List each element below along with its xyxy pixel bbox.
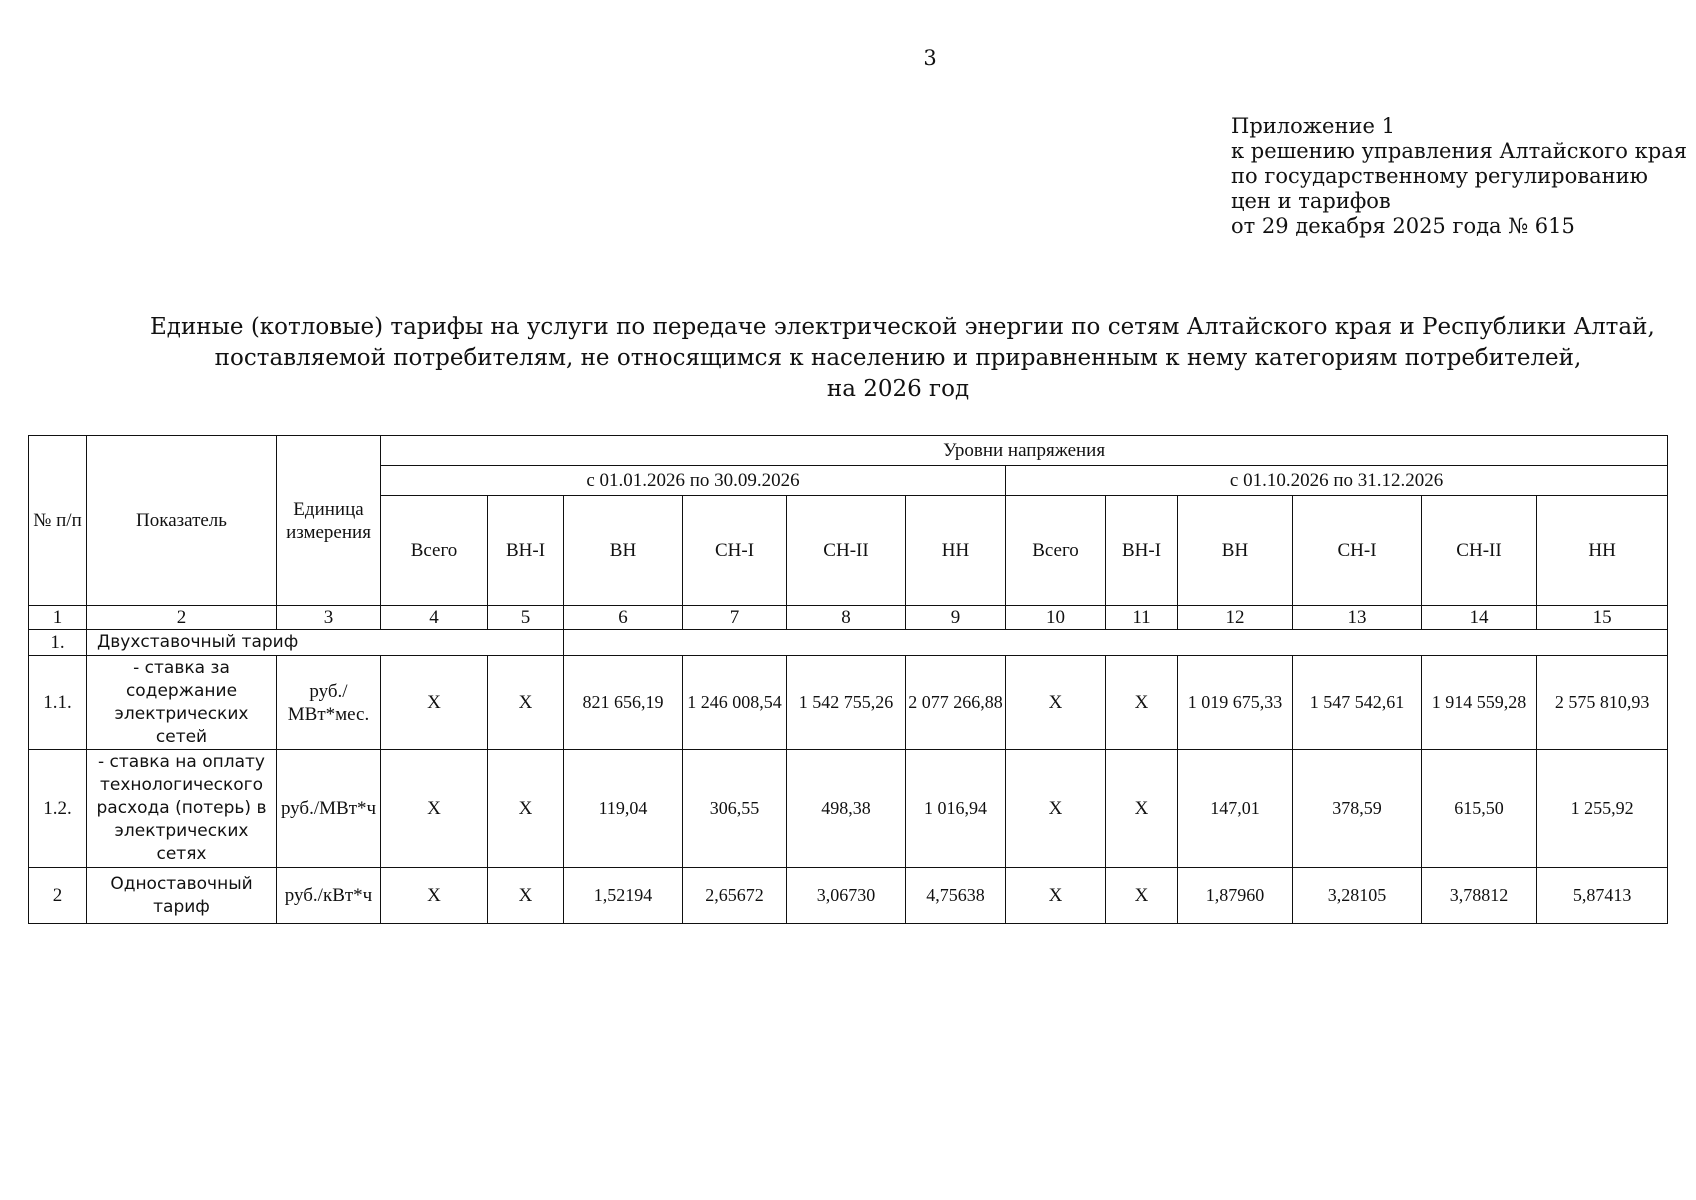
column-number: 5 — [488, 606, 564, 630]
row-value: 1 914 559,28 — [1422, 656, 1537, 750]
row-value: Х — [381, 656, 488, 750]
column-number: 11 — [1106, 606, 1178, 630]
header-period-1: с 01.01.2026 по 30.09.2026 — [381, 466, 1006, 496]
row-value: 2,65672 — [683, 868, 787, 924]
header-level: ВН — [564, 496, 683, 606]
row-value: 3,28105 — [1293, 868, 1422, 924]
row-value: Х — [1006, 868, 1106, 924]
row-value: 1 019 675,33 — [1178, 656, 1293, 750]
row-value: 1,52194 — [564, 868, 683, 924]
row-value: 147,01 — [1178, 750, 1293, 868]
title-line: Единые (котловые) тарифы на услуги по передаче электрической энергии по сетям Алтайского края и Республики Алтай, — [150, 314, 1655, 340]
appendix-line: по государственному регулированию — [1231, 164, 1648, 188]
header-indicator: Показатель — [87, 436, 277, 606]
column-number: 14 — [1422, 606, 1537, 630]
row-value: Х — [1106, 750, 1178, 868]
header-level: ВН-I — [488, 496, 564, 606]
row-value: 821 656,19 — [564, 656, 683, 750]
header-voltage-levels: Уровни напряжения — [381, 436, 1668, 466]
column-number: 12 — [1178, 606, 1293, 630]
row-indicator: - ставка на оплату технологического расхода (потерь) в электрических сетях — [87, 750, 277, 868]
row-value: 378,59 — [1293, 750, 1422, 868]
appendix-line: к решению управления Алтайского края — [1231, 139, 1687, 163]
column-number: 2 — [87, 606, 277, 630]
row-value: 1 246 008,54 — [683, 656, 787, 750]
column-number: 15 — [1537, 606, 1668, 630]
row-value: 1,87960 — [1178, 868, 1293, 924]
row-indicator: Одноставочный тариф — [87, 868, 277, 924]
header-level: ВН-I — [1106, 496, 1178, 606]
row-value: Х — [381, 750, 488, 868]
row-value: 498,38 — [787, 750, 906, 868]
document-title — [150, 312, 1655, 405]
header-level: СН-I — [683, 496, 787, 606]
row-value: 1 547 542,61 — [1293, 656, 1422, 750]
row-value: 3,78812 — [1422, 868, 1537, 924]
row-value: Х — [488, 868, 564, 924]
header-level: НН — [906, 496, 1006, 606]
column-number: 9 — [906, 606, 1006, 630]
section-num: 1. — [29, 630, 87, 656]
header-level: НН — [1537, 496, 1668, 606]
row-value: 119,04 — [564, 750, 683, 868]
row-value: 1 016,94 — [906, 750, 1006, 868]
appendix-line: Приложение 1 — [1231, 114, 1395, 138]
appendix-line: цен и тарифов — [1231, 189, 1391, 213]
section-row — [29, 630, 1668, 656]
table-row — [29, 750, 1668, 868]
column-number: 10 — [1006, 606, 1106, 630]
column-number: 8 — [787, 606, 906, 630]
row-num: 2 — [29, 868, 87, 924]
header-level: Всего — [381, 496, 488, 606]
row-value: 615,50 — [1422, 750, 1537, 868]
header-level: Всего — [1006, 496, 1106, 606]
row-value: 4,75638 — [906, 868, 1006, 924]
table-row — [29, 656, 1668, 750]
column-number: 7 — [683, 606, 787, 630]
row-value: 1 255,92 — [1537, 750, 1668, 868]
column-number: 13 — [1293, 606, 1422, 630]
column-number: 6 — [564, 606, 683, 630]
tariff-table — [28, 435, 1668, 924]
row-num: 1.2. — [29, 750, 87, 868]
section-label: Двухставочный тариф — [87, 630, 564, 656]
header-num: № п/п — [29, 436, 87, 606]
section-empty-cell — [564, 630, 1668, 656]
row-value: Х — [1106, 656, 1178, 750]
header-level: СН-I — [1293, 496, 1422, 606]
title-line: на 2026 год — [826, 376, 970, 402]
row-value: 5,87413 — [1537, 868, 1668, 924]
row-value: Х — [1006, 750, 1106, 868]
header-level: СН-II — [787, 496, 906, 606]
header-level: ВН — [1178, 496, 1293, 606]
row-value: 306,55 — [683, 750, 787, 868]
row-value: 3,06730 — [787, 868, 906, 924]
header-period-2: с 01.10.2026 по 31.12.2026 — [1006, 466, 1668, 496]
column-number-row — [29, 606, 1668, 630]
header-unit: Единица измерения — [277, 436, 381, 606]
row-unit: руб./ МВт*мес. — [277, 656, 381, 750]
row-value: Х — [488, 750, 564, 868]
column-number: 3 — [277, 606, 381, 630]
row-unit: руб./кВт*ч — [277, 868, 381, 924]
row-value: Х — [1106, 868, 1178, 924]
appendix-block — [1231, 114, 1687, 239]
page-number: 3 — [923, 46, 937, 70]
appendix-line: от 29 декабря 2025 года № 615 — [1231, 214, 1575, 238]
row-value: 2 575 810,93 — [1537, 656, 1668, 750]
row-value: Х — [488, 656, 564, 750]
header-level: СН-II — [1422, 496, 1537, 606]
row-value: 2 077 266,88 — [906, 656, 1006, 750]
column-number: 1 — [29, 606, 87, 630]
table-row — [29, 868, 1668, 924]
title-line: поставляемой потребителям, не относящимся к населению и приравненным к нему категориям потребителей, — [214, 345, 1582, 371]
row-indicator: - ставка за содержание электрических сетей — [87, 656, 277, 750]
row-unit: руб./МВт*ч — [277, 750, 381, 868]
row-value: Х — [381, 868, 488, 924]
row-value: Х — [1006, 656, 1106, 750]
row-value: 1 542 755,26 — [787, 656, 906, 750]
column-number: 4 — [381, 606, 488, 630]
row-num: 1.1. — [29, 656, 87, 750]
